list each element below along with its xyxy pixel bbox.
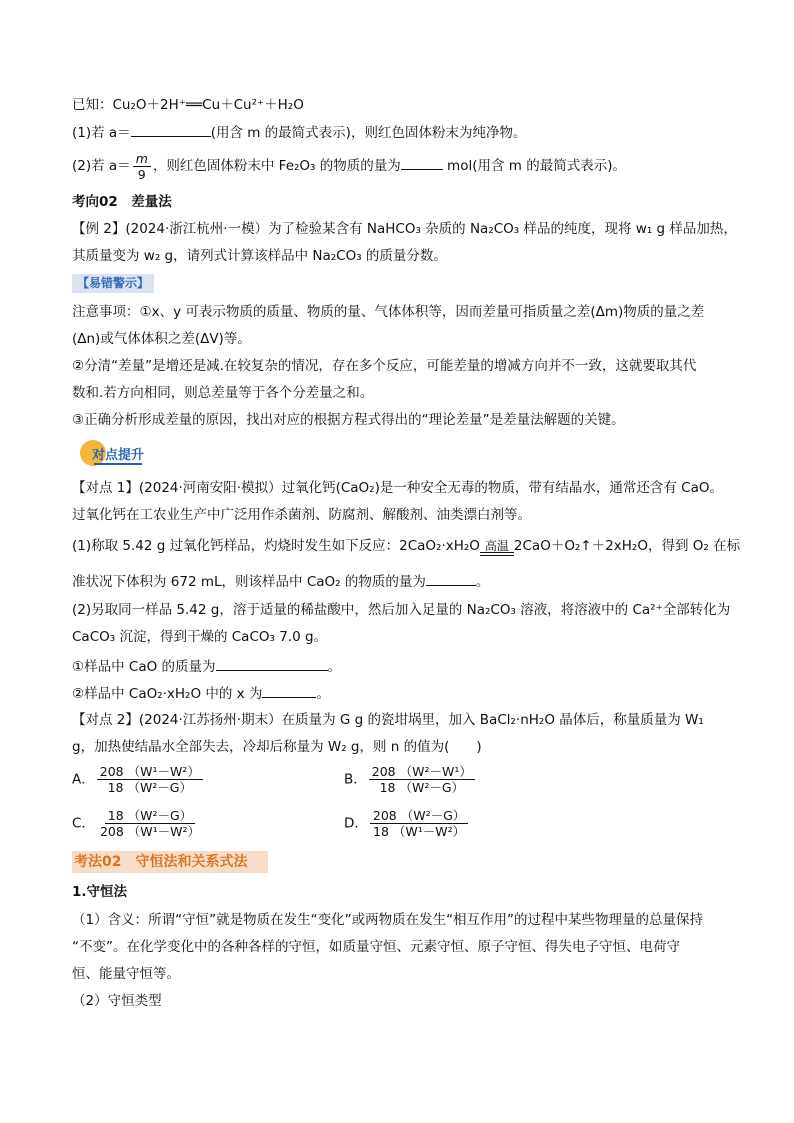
- high-temp-condition: [480, 540, 514, 556]
- condition-label: 高温: [484, 539, 509, 553]
- s1-line-4: （2）守恒类型: [72, 993, 162, 1009]
- note-line-4: 数和.若方向相同，则总差量等于各个分差量之和。: [72, 385, 374, 401]
- question-1: [72, 122, 526, 143]
- option-b[interactable]: [344, 764, 477, 795]
- known-equation: 已知：Cu₂O＋2H⁺══Cu＋Cu²⁺＋H₂O: [72, 97, 304, 113]
- warning-tag: 【易错警示】: [72, 274, 154, 293]
- option-b-num: 208 （W²－W¹）: [369, 764, 475, 780]
- badge-label: 对点提升: [92, 448, 145, 463]
- badge-underline: [94, 463, 142, 465]
- option-d[interactable]: [344, 808, 470, 839]
- d1-line-6: CaCO₃ 沉淀，得到干燥的 CaCO₃ 7.0 g。: [72, 629, 328, 645]
- d1-q2b-blank[interactable]: [262, 683, 316, 698]
- d1-q2a-end: 。: [327, 659, 342, 675]
- d1-reaction-right: 2CaO＋O₂↑＋2xH₂O，得到 O₂ 在标: [513, 538, 741, 554]
- d1-line-8: [72, 683, 330, 704]
- note-line-5: ③正确分析形成差量的原因，找出对应的根据方程式得出的“理论差量”是差量法解题的关键。: [72, 412, 625, 428]
- d1-reaction-left: (1)称取 5.42 g 过氧化钙样品，灼烧时发生如下反应：2CaO₂·xH₂O: [72, 538, 480, 554]
- d1-line-4: [72, 571, 489, 592]
- option-c-den: 208 （W¹－W²）: [99, 824, 201, 839]
- subsection-title: 1.守恒法: [72, 884, 128, 900]
- option-a-den: 18 （W²－G）: [107, 780, 192, 795]
- d1-q1-text: 准状况下体积为 672 mL，则该样品中 CaO₂ 的物质的量为: [72, 574, 426, 590]
- note-line-3: ②分清“差量”是增还是减.在较复杂的情况，存在多个反应，可能差量的增减方向并不一致，这就要取其代: [72, 358, 697, 374]
- note-line-2: (Δn)或气体体积之差(ΔV)等。: [72, 331, 251, 347]
- d1-q1-blank[interactable]: [426, 571, 476, 586]
- option-d-num: 208 （W²－G）: [370, 808, 468, 824]
- heading-kaoxiang-02: 考向02 差量法: [72, 194, 172, 210]
- q2-prefix: (2)若 a＝: [72, 158, 131, 174]
- q2-blank[interactable]: [401, 155, 443, 170]
- option-b-fraction: [369, 764, 475, 795]
- option-c[interactable]: [72, 808, 205, 839]
- d2-line-1: 【对点 2】(2024·江苏扬州·期末）在质量为 G g 的瓷坩埚里，加入 BaCl₂·nH₂O 晶体后，称量质量为 W₁: [72, 712, 704, 728]
- option-a-num: 208 （W¹－W²）: [97, 764, 203, 780]
- note-line-1: 注意事项：①x、y 可表示物质的质量、物质的量、气体体积等，因而差量可指质量之差(Δm)物质的量之差: [72, 304, 705, 320]
- q2-fraction: [133, 151, 151, 182]
- s1-line-2: “不变”。在化学变化中的各种各样的守恒，如质量守恒、元素守恒、原子守恒、得失电子守恒、电荷守: [72, 939, 680, 955]
- d1-q2b-end: 。: [316, 686, 330, 702]
- q2-suffix: mol(用含 m 的最简式表示)。: [442, 158, 626, 174]
- q2-frac-den: 9: [137, 166, 146, 182]
- equal-arrow: [480, 552, 514, 556]
- d1-q2b-text: ②样品中 CaO₂·xH₂O 中的 x 为: [72, 686, 263, 702]
- option-c-num: 18 （W²－G）: [105, 808, 195, 824]
- example-2-line-2: 其质量变为 w₂ g，请列式计算该样品中 Na₂CO₃ 的质量分数。: [72, 248, 447, 264]
- q2-middle: ，则红色固体粉末中 Fe₂O₃ 的物质的量为: [152, 158, 401, 174]
- option-b-den: 18 （W²－G）: [379, 780, 465, 795]
- d1-q2a-blank[interactable]: [216, 656, 328, 671]
- d2-line-2: g，加热使结晶水全部失去，冷却后称量为 W₂ g，则 n 的值为( ): [72, 739, 482, 755]
- d1-q2a-text: ①样品中 CaO 的质量为: [72, 659, 216, 675]
- d1-line-7: [72, 656, 341, 677]
- section-title: 考法02 守恒法和关系式法: [74, 854, 248, 870]
- option-c-fraction: [97, 808, 203, 839]
- q1-suffix: (用含 m 的最简式表示)，则红色固体粉末为纯净物。: [210, 125, 527, 141]
- option-d-den: 18 （W¹－W²）: [373, 824, 466, 839]
- option-d-fraction: [370, 808, 468, 839]
- option-c-label: C．: [72, 815, 95, 832]
- example-2-line-1: 【例 2】(2024·浙江杭州·一模）为了检验某含有 NaHCO₃ 杂质的 Na₂CO₃ 样品的纯度，现将 w₁ g 样品加热，: [72, 221, 737, 237]
- option-d-label: D．: [344, 815, 368, 832]
- section-heading-bar: [72, 851, 268, 873]
- option-a-label: A．: [72, 771, 95, 788]
- question-2: [72, 150, 626, 182]
- d1-line-1: 【对点 1】(2024·河南安阳·模拟）过氧化钙(CaO₂)是一种安全无毒的物质，带有结晶水，通常还含有 CaO。: [72, 480, 723, 496]
- q1-blank[interactable]: [131, 122, 211, 137]
- d1-line-5: (2)另取同一样品 5.42 g，溶于适量的稀盐酸中，然后加入足量的 Na₂CO₃ 溶液，将溶液中的 Ca²⁺全部转化为: [72, 602, 731, 618]
- option-b-label: B．: [344, 771, 367, 788]
- q1-prefix: (1)若 a＝: [72, 125, 131, 141]
- d1-q1-end: 。: [475, 574, 490, 590]
- q2-frac-num: m: [133, 151, 151, 167]
- d1-line-2: 过氧化钙在工农业生产中广泛用作杀菌剂、防腐剂、解酸剂、油类漂白剂等。: [72, 507, 531, 523]
- s1-line-3: 恒、能量守恒等。: [72, 966, 180, 982]
- d1-line-3: [72, 536, 740, 556]
- option-a-fraction: [97, 764, 203, 795]
- s1-line-1: （1）含义：所谓“守恒”就是物质在发生“变化”或两物质在发生“相互作用”的过程中某些物理量的总量保持: [72, 912, 704, 928]
- option-a[interactable]: [72, 764, 205, 795]
- practice-badge: [80, 440, 148, 466]
